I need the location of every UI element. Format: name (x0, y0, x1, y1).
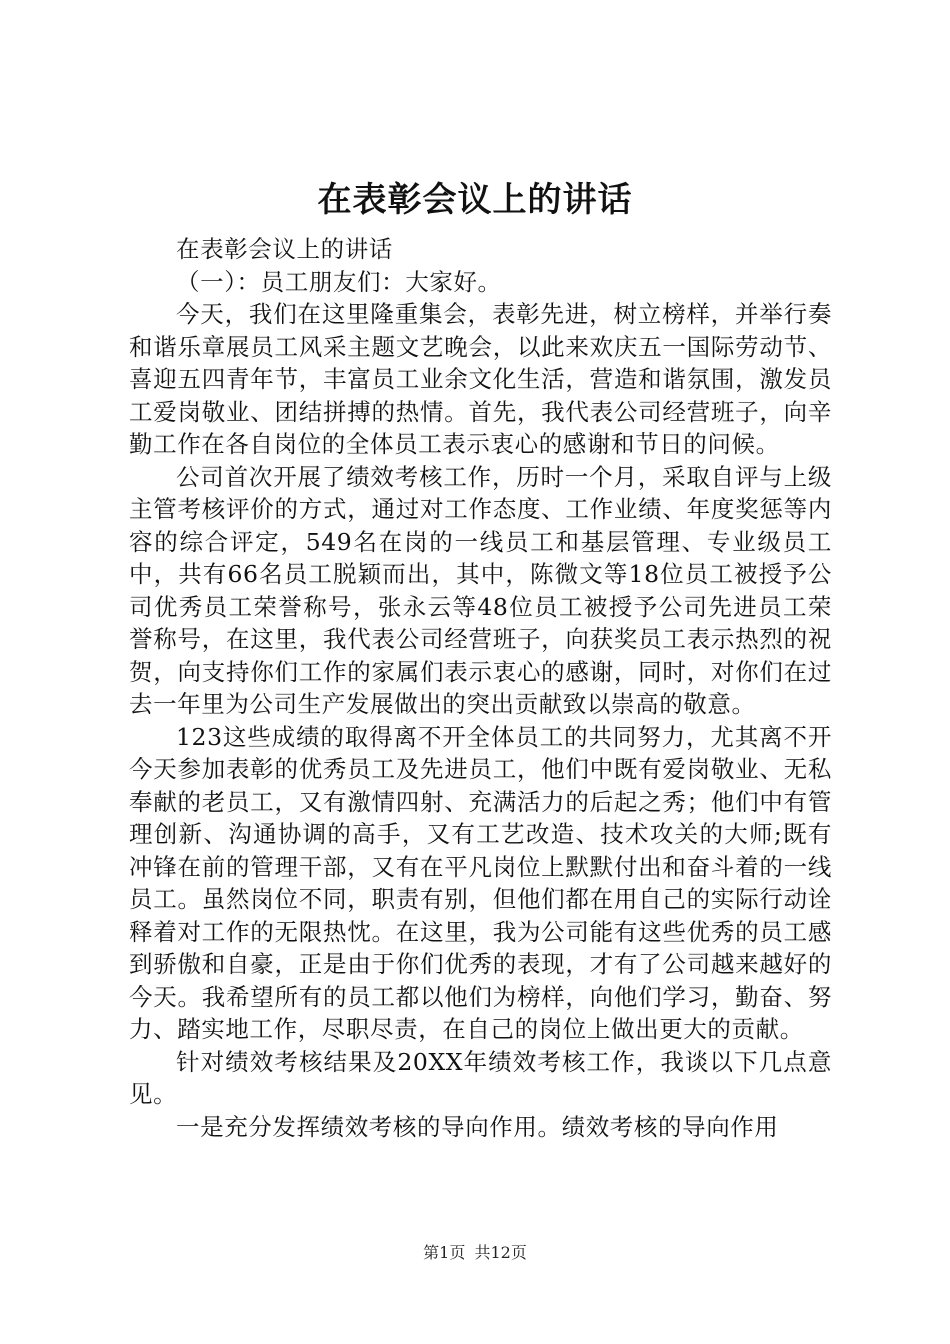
page-number: 第1页 (423, 1243, 466, 1262)
paragraph-opening: 今天，我们在这里隆重集会，表彰先进，树立榜样，并举行奏和谐乐章展员工风采主题文艺晚会，以此来欢庆五一国际劳动节、喜迎五四青年节，丰富员工业余文化生活，营造和谐氛围，激发员工爱岗敬业、团结拼搏的热情。首先，我代表公司经营班子，向辛勤工作在各自岗位的全体员工表示衷心的感谢和节日的问候。 (129, 300, 832, 458)
document-title: 在表彰会议上的讲话 (317, 180, 633, 220)
paragraph-point-one: 一是充分发挥绩效考核的导向作用。绩效考核的导向作用 (176, 1112, 779, 1141)
document-body (129, 233, 832, 1143)
paragraph-subtitle: 在表彰会议上的讲话 (176, 235, 393, 263)
paragraph-greeting: （一）：员工朋友们：大家好。 (176, 267, 502, 296)
page-footer (0, 1240, 950, 1263)
paragraph-assessment: 公司首次开展了绩效考核工作，历时一个月，采取自评与上级主管考核评价的方式，通过对工作态度、工作业绩、年度奖惩等内容的综合评定，549名在岗的一线员工和基层管理、专业级员工中，共有66名员工脱颖而出，其中，陈微文等18位员工被授予公司优秀员工荣誉称号，张永云等48位员工被授予公司先进员工荣誉称号，在这里，我代表公司经营班子，向获奖员工表示热烈的祝贺，向支持你们工作的家属们表示衷心的感谢，同时，对你们在过去一年里为公司生产发展做出的突出贡献致以崇高的敬意。 (129, 462, 832, 718)
paragraph-achievements: 123这些成绩的取得离不开全体员工的共同努力，尤其离不开今天参加表彰的优秀员工及先进员工，他们中既有爱岗敬业、无私奉献的老员工，又有激情四射、充满活力的后起之秀；他们中有管理创新、沟通协调的高手，又有工艺改造、技术攻关的大师;既有冲锋在前的管理干部，又有在平凡岗位上默默付出和奋斗着的一线员工。虽然岗位不同，职责有别，但他们都在用自己的实际行动诠释着对工作的无限热忱。在这里，我为公司能有这些优秀的员工感到骄傲和自豪，正是由于你们优秀的表现，才有了公司越来越好的今天。我希望所有的员工都以他们为榜样，向他们学习，勤奋、努力、踏实地工作，尽职尽责，在自己的岗位上做出更大的贡献。 (129, 722, 832, 1043)
paragraph-opinions-intro: 针对绩效考核结果及20XX年绩效考核工作，我谈以下几点意见。 (129, 1047, 832, 1108)
page-total: 共12页 (474, 1243, 527, 1262)
